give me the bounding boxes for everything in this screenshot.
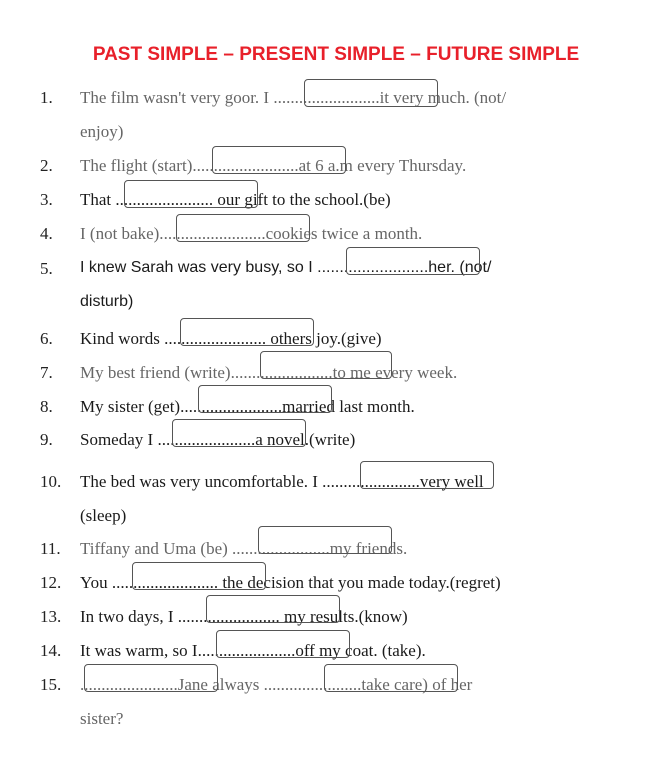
sentence-10: The bed was very uncomfortable. I .......................very well xyxy=(80,472,484,491)
item-number: 13. xyxy=(40,607,62,626)
sentence-7: My best friend (write)........................to me every week. xyxy=(80,363,458,382)
sentence-6: Kind words ........................ others joy.(give) xyxy=(80,329,382,348)
answer-box-9[interactable] xyxy=(172,419,306,447)
item-number: 6. xyxy=(40,329,53,348)
answer-box-8[interactable] xyxy=(198,385,332,413)
item-number: 12. xyxy=(40,573,62,592)
worksheet-title: PAST SIMPLE – PRESENT SIMPLE – FUTURE SIMPLE xyxy=(92,44,580,65)
sentence-2: The flight (start).........................at 6 a.m every Thursday. xyxy=(80,156,467,175)
sentence-5-continued: disturb) xyxy=(80,293,134,310)
sentence-8: My sister (get)........................married last month. xyxy=(80,397,415,416)
answer-box-6[interactable] xyxy=(180,318,314,346)
answer-box-14[interactable] xyxy=(216,630,350,658)
answer-box-10[interactable] xyxy=(360,461,494,489)
answer-box-11[interactable] xyxy=(258,526,392,554)
sentence-4: I (not bake).........................cookies twice a month. xyxy=(80,224,423,243)
item-number: 5. xyxy=(40,259,53,278)
item-number: 10. xyxy=(40,472,62,491)
item-number: 2. xyxy=(40,156,53,175)
item-number: 4. xyxy=(40,224,53,243)
item-number: 1. xyxy=(40,88,53,107)
answer-box-3[interactable] xyxy=(124,180,258,208)
answer-box-2[interactable] xyxy=(212,146,346,174)
item-number: 9. xyxy=(40,430,53,449)
answer-box-15a[interactable] xyxy=(84,664,218,692)
item-number: 15. xyxy=(40,675,62,694)
answer-box-5[interactable] xyxy=(346,247,480,275)
answer-box-12[interactable] xyxy=(132,562,266,590)
item-number: 14. xyxy=(40,641,62,660)
answer-box-1[interactable] xyxy=(304,79,438,107)
sentence-14: It was warm, so I.......................off my coat. (take). xyxy=(80,641,426,660)
sentence-15-continued: sister? xyxy=(80,709,124,728)
item-number: 11. xyxy=(40,539,61,558)
sentence-1: The film wasn't very goor. I .........................it very much. (not/ xyxy=(80,88,507,107)
sentence-15: .......................Jane always .......................take care) of her xyxy=(80,675,473,694)
item-number: 7. xyxy=(40,363,53,382)
sentence-1-continued: enjoy) xyxy=(80,122,124,141)
sentence-11: Tiffany and Uma (be) .......................my friends. xyxy=(80,539,408,558)
sentence-12: You ......................... the decision that you made today.(regret) xyxy=(80,573,501,592)
sentence-3: That ....................... our gift to the school.(be) xyxy=(80,190,391,209)
answer-box-15b[interactable] xyxy=(324,664,458,692)
sentence-9: Someday I .......................a novel.(write) xyxy=(80,430,356,449)
sentence-5: I knew Sarah was very busy, so I .........................her. (not/ xyxy=(80,259,492,276)
answer-box-7[interactable] xyxy=(260,351,392,379)
answer-box-13[interactable] xyxy=(206,595,340,623)
item-number: 3. xyxy=(40,190,53,209)
sentence-13: In two days, I ........................ my results.(know) xyxy=(80,607,408,626)
sentence-10-continued: (sleep) xyxy=(80,506,127,525)
item-number: 8. xyxy=(40,397,53,416)
answer-box-4[interactable] xyxy=(176,214,310,242)
